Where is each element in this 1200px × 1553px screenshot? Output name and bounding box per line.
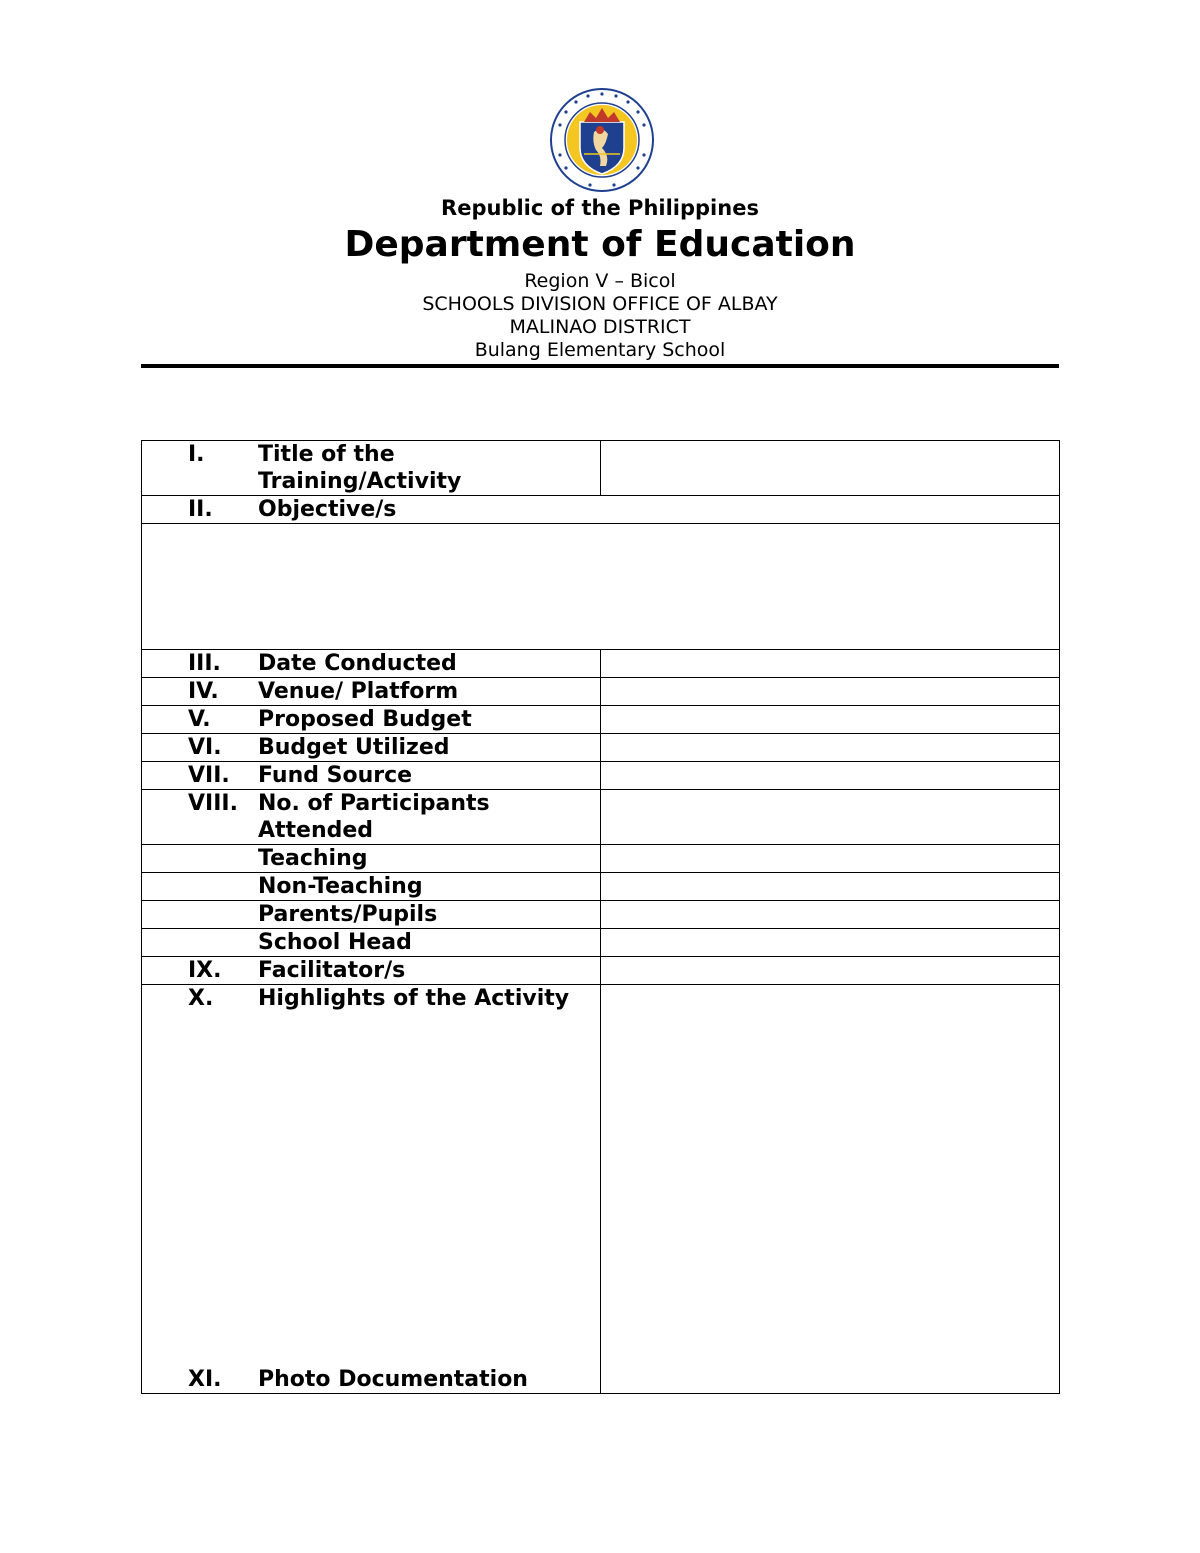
- row-number: V.: [188, 707, 211, 732]
- non-teaching-label: Non-Teaching: [258, 874, 423, 899]
- parents-field[interactable]: [601, 901, 1060, 929]
- form-row-teaching: [142, 845, 1060, 873]
- form-row-venue: [142, 678, 1060, 706]
- date-label: Date Conducted: [258, 651, 457, 676]
- non-teaching-field[interactable]: [601, 873, 1060, 901]
- highlights-field[interactable]: [601, 985, 1060, 1394]
- form-row-title: [142, 441, 1060, 496]
- form-row-objectives: [142, 496, 1060, 524]
- proposed-budget-label: Proposed Budget: [258, 707, 472, 732]
- objectives-label: Objective/s: [258, 497, 397, 522]
- form-row-fund-source: [142, 762, 1060, 790]
- form-row-proposed-budget: [142, 706, 1060, 734]
- fund-source-field[interactable]: [601, 762, 1060, 790]
- header-divider: [141, 364, 1059, 368]
- teaching-label: Teaching: [258, 846, 368, 871]
- date-field[interactable]: [601, 650, 1060, 678]
- form-row-parents: [142, 901, 1060, 929]
- title-field[interactable]: [601, 441, 1060, 496]
- participants-label: No. of Participants Attended: [258, 791, 490, 843]
- proposed-budget-field[interactable]: [601, 706, 1060, 734]
- form-row-highlights: [142, 985, 1060, 1394]
- district-line: MALINAO DISTRICT: [509, 316, 691, 338]
- department-title: Department of Education: [344, 224, 856, 265]
- facilitators-field[interactable]: [601, 957, 1060, 985]
- parents-label: Parents/Pupils: [258, 902, 438, 927]
- venue-field[interactable]: [601, 678, 1060, 706]
- venue-label: Venue/ Platform: [258, 679, 459, 704]
- school-head-label: School Head: [258, 930, 412, 955]
- form-row-objectives-body: [142, 524, 1060, 650]
- form-row-date: [142, 650, 1060, 678]
- row-number: VII.: [188, 763, 230, 788]
- row-number: X.: [188, 986, 214, 1011]
- row-number: I.: [188, 442, 205, 467]
- facilitators-label: Facilitator/s: [258, 958, 406, 983]
- form-row-budget-utilized: [142, 734, 1060, 762]
- budget-utilized-label: Budget Utilized: [258, 735, 450, 760]
- row-number: III.: [188, 651, 221, 676]
- highlights-label: Highlights of the Activity: [258, 986, 570, 1011]
- form-row-participants: [142, 790, 1060, 845]
- division-line: SCHOOLS DIVISION OFFICE OF ALBAY: [422, 293, 778, 315]
- activity-report-form: [141, 440, 1060, 1394]
- photo-documentation-label: Photo Documentation: [258, 1367, 528, 1392]
- deped-seal-logo: [550, 88, 654, 192]
- row-number: II.: [188, 497, 213, 522]
- form-row-non-teaching: [142, 873, 1060, 901]
- row-number: IX.: [188, 958, 222, 983]
- budget-utilized-field[interactable]: [601, 734, 1060, 762]
- fund-source-label: Fund Source: [258, 763, 413, 788]
- participants-field[interactable]: [601, 790, 1060, 845]
- row-number: IV.: [188, 679, 219, 704]
- school-line: Bulang Elementary School: [474, 339, 726, 361]
- row-number: VIII.: [188, 791, 238, 816]
- row-number: XI.: [188, 1367, 222, 1392]
- form-row-school-head: [142, 929, 1060, 957]
- republic-heading: Republic of the Philippines: [441, 196, 759, 220]
- form-row-facilitators: [142, 957, 1060, 985]
- objectives-field[interactable]: [142, 524, 1060, 650]
- school-head-field[interactable]: [601, 929, 1060, 957]
- row-number: VI.: [188, 735, 222, 760]
- title-label: Title of the Training/Activity: [258, 442, 462, 494]
- teaching-field[interactable]: [601, 845, 1060, 873]
- region-line: Region V – Bicol: [524, 270, 676, 292]
